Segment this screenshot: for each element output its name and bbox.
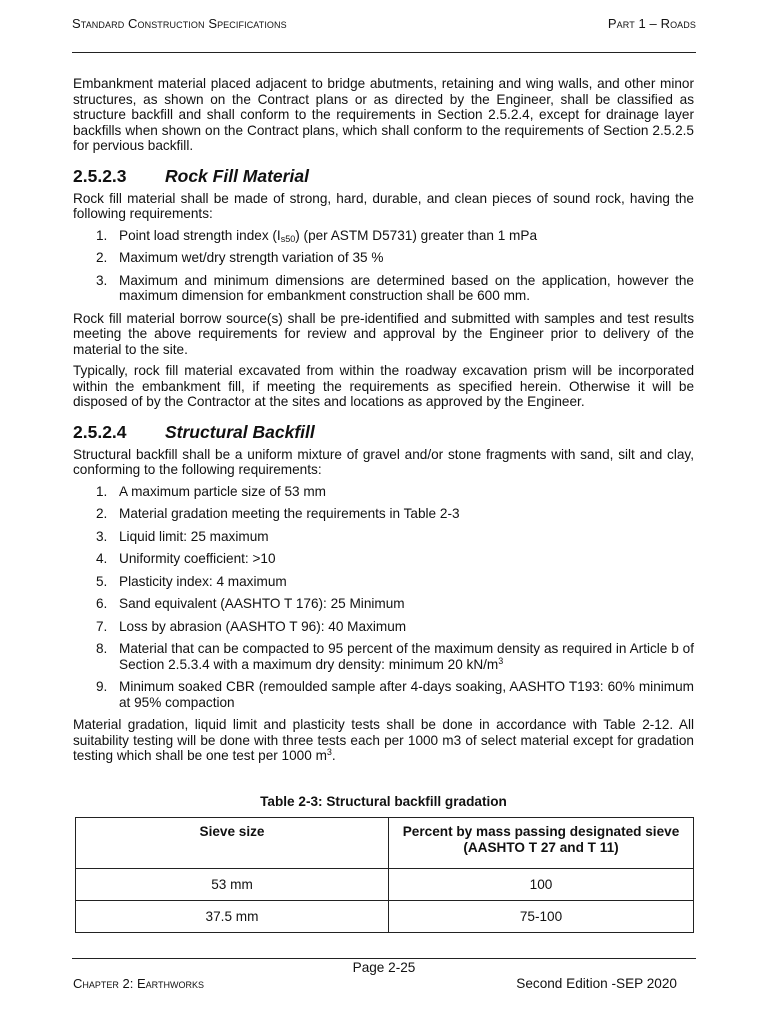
section-number: 2.5.2.3 bbox=[73, 165, 127, 186]
rock-fill-requirements-list bbox=[73, 228, 694, 304]
list-number: 6. bbox=[96, 596, 108, 611]
header-part-title: Part 1 – Roads bbox=[607, 16, 696, 31]
section-heading-structural-backfill bbox=[73, 422, 694, 442]
list-item: 4. Uniformity coefficient: >10 bbox=[96, 551, 276, 566]
list-number: 3. bbox=[96, 528, 108, 544]
list-number: 1. bbox=[96, 483, 108, 499]
rock-fill-intro: Rock fill material shall be made of strong, hard, durable, and clean pieces of sound rock, having the following requirements: bbox=[73, 190, 694, 221]
page-content bbox=[73, 76, 694, 933]
header-document-title: Standard Construction Specifications bbox=[72, 16, 287, 31]
table-row bbox=[76, 869, 694, 901]
list-number: 8. bbox=[96, 641, 108, 656]
rock-fill-borrow-paragraph: Rock fill material borrow source(s) shall be pre-identified and submitted with samples and test results meeting the above requirements for review and approval by the Engineer prior to delivery of the material to the site. bbox=[73, 310, 694, 357]
testing-paragraph: Material gradation, liquid limit and plasticity tests shall be done in accordance with Table 2-12. All suitability testing will be done with three tests each per 1000 m3 of select material except for gradation testing which shall be one test per 1000 $m^3$. bbox=[73, 717, 694, 763]
column-header-percent-passing: Percent by mass passing designated sieve (AASHTO T 27 and T 11) bbox=[389, 818, 694, 869]
structural-backfill-requirements-list bbox=[73, 484, 694, 711]
structural-backfill-intro: Structural backfill shall be a uniform mixture of gravel and/or stone fragments with sand, silt and clay, conforming to the following requirements: bbox=[73, 446, 694, 477]
list-number: 4. bbox=[96, 551, 108, 566]
footer-chapter: Chapter 2: Earthworks bbox=[73, 976, 204, 991]
table-caption: Table 2-3: Structural backfill gradation bbox=[260, 793, 507, 809]
list-item: 1. Point load strength index $(I_{s50})$ (per ASTM D5731) greater than 1 mPa bbox=[96, 227, 538, 244]
intro-paragraph: Embankment material placed adjacent to bridge abutments, retaining and wing walls, and other minor structures, as shown on the Contract plans or as directed by the Engineer, shall be classified as structure backfill and shall conform to the requirements in Section 2.5.2.4, except for drainage layer backfills when shown on the Contract plans, which shall conform to the requirements of Section 2.5.2.5 for pervious backfill. bbox=[73, 76, 694, 153]
page-header bbox=[72, 16, 696, 40]
section-heading-rock-fill bbox=[73, 166, 694, 186]
list-number: 5. bbox=[96, 573, 108, 589]
list-item: 2. Material gradation meeting the requirements in Table 2-3 bbox=[96, 506, 460, 521]
list-item: 6. Sand equivalent (AASHTO T 176): 25 Minimum bbox=[96, 596, 405, 611]
table-cell: 100 bbox=[389, 869, 694, 901]
list-item: 1. A maximum particle size of 53 mm bbox=[96, 483, 326, 499]
footer-rule bbox=[72, 958, 696, 959]
table-cell: 53 mm bbox=[76, 869, 389, 901]
list-item: 9. Minimum soaked CBR (remoulded sample after 4-days soaking, AASHTO T193: 60% minimum at 95% compaction bbox=[96, 679, 694, 710]
list-item: 5. Plasticity index: 4 maximum bbox=[96, 573, 287, 589]
list-item: 3. Maximum and minimum dimensions are determined based on the application, however the maximum dimension for embankment construction shall be 600 mm. bbox=[96, 272, 694, 303]
list-number: 1. bbox=[96, 227, 108, 243]
footer-edition: Second Edition -SEP 2020 bbox=[516, 976, 677, 991]
header-rule bbox=[72, 52, 696, 53]
gradation-table bbox=[75, 817, 694, 933]
list-number: 9. bbox=[96, 679, 108, 694]
list-number: 7. bbox=[96, 618, 108, 634]
list-number: 2. bbox=[96, 506, 108, 521]
section-title: Structural Backfill bbox=[165, 421, 315, 442]
rock-fill-excavated-paragraph: Typically, rock fill material excavated from within the roadway excavation prism will be incorporated within the embankment fill, if meeting the requirements as specified herein. Otherwise it will be disposed of by the Contractor at the sites and locations as approved by the Engineer. bbox=[73, 363, 694, 409]
list-number: 2. bbox=[96, 250, 108, 265]
table-row bbox=[76, 901, 694, 933]
list-item: 3. Liquid limit: 25 maximum bbox=[96, 528, 269, 544]
list-item: 7. Loss by abrasion (AASHTO T 96): 40 Maximum bbox=[96, 618, 407, 634]
table-cell: 75-100 bbox=[389, 901, 694, 933]
section-title: Rock Fill Material bbox=[165, 165, 309, 186]
column-header-sieve-size: Sieve size bbox=[76, 818, 389, 869]
table-cell: 37.5 mm bbox=[76, 901, 389, 933]
list-item: 2. Maximum wet/dry strength variation of 35 % bbox=[96, 250, 384, 265]
page-number: Page 2-25 bbox=[352, 960, 416, 975]
table-header-row bbox=[76, 818, 694, 869]
section-number: 2.5.2.4 bbox=[73, 421, 127, 442]
list-item: 8. Material that can be compacted to 95 percent of the maximum density as required in Article b of Section 2.5.3.4 with a maximum dry density: minimum 20 $kN/m^3$ bbox=[96, 641, 694, 672]
list-number: 3. bbox=[96, 272, 108, 288]
